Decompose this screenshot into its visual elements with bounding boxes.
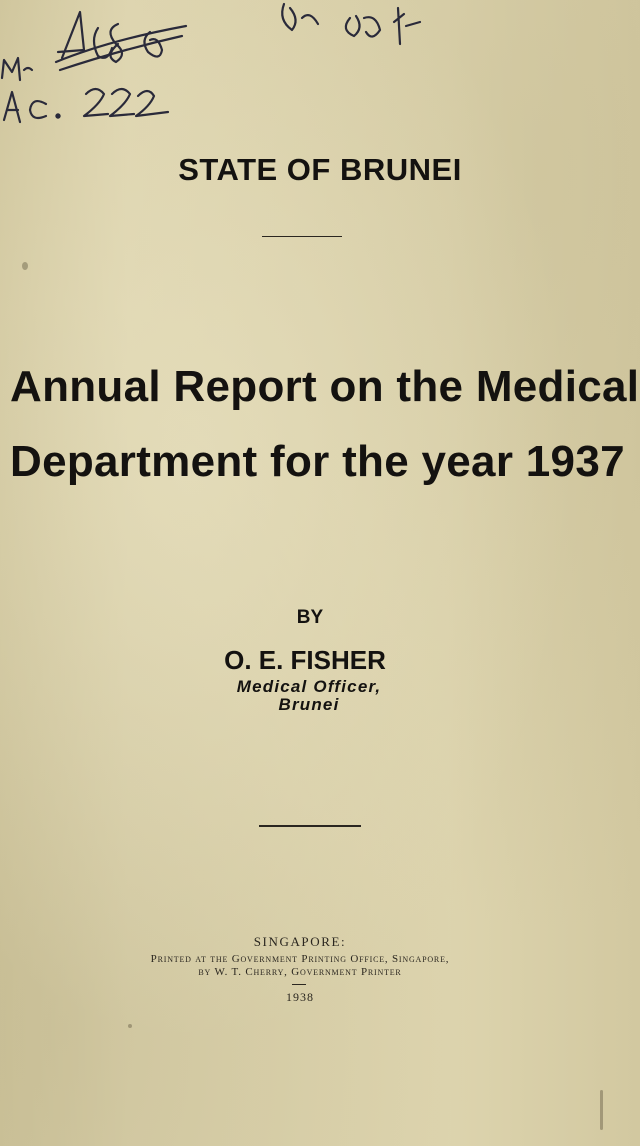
imprint-printer-line-1: Printed at the Government Printing Office, Singapore, bbox=[150, 953, 450, 965]
report-title-line-1: Annual Report on the Medical bbox=[10, 362, 640, 411]
author-name: O. E. FISHER bbox=[224, 645, 386, 675]
paper-speck bbox=[22, 262, 28, 270]
byline-by: BY bbox=[296, 607, 324, 628]
author-location: Brunei bbox=[278, 695, 340, 714]
divider-rule-top bbox=[262, 236, 342, 237]
paper-speck bbox=[600, 1090, 603, 1130]
imprint-place: SINGAPORE: bbox=[253, 934, 347, 949]
divider-rule-middle bbox=[259, 825, 361, 827]
publication-year: 1938 bbox=[286, 990, 314, 1004]
handwritten-library-marks bbox=[0, 0, 640, 140]
paper-speck bbox=[128, 1024, 132, 1028]
author-role: Medical Officer, bbox=[236, 677, 382, 696]
imprint-dash bbox=[292, 984, 306, 985]
state-title: STATE OF BRUNEI bbox=[178, 152, 462, 187]
imprint-printer-line-2: by W. T. Cherry, Government Printer bbox=[198, 966, 402, 978]
report-title-line-2: Department for the year 1937 bbox=[10, 437, 625, 486]
